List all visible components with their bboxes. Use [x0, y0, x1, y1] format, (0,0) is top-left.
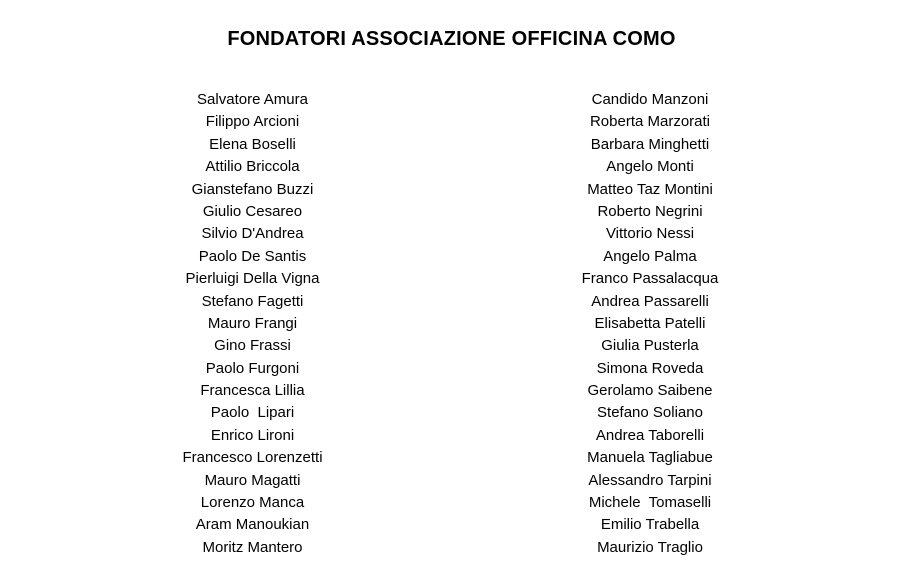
- founder-name: Francesca Lillia: [200, 382, 305, 400]
- founder-name: Giulio Cesareo: [202, 202, 303, 220]
- founders-list-left: [150, 89, 355, 559]
- founder-name: Paolo De Santis: [198, 247, 307, 265]
- founder-name: Emilio Trabella: [600, 516, 700, 534]
- founder-name: Vittorio Nessi: [605, 225, 695, 243]
- founder-name: Elena Boselli: [209, 135, 296, 153]
- founder-name: Attilio Briccola: [205, 158, 300, 176]
- founder-name: Roberta Marzorati: [589, 113, 711, 131]
- founder-name: Roberto Negrini: [597, 202, 703, 220]
- founder-name: Candido Manzoni: [591, 91, 709, 108]
- founder-name: Elisabetta Patelli: [594, 314, 706, 332]
- founder-name: Manuela Tagliabue: [587, 449, 713, 467]
- founder-name: Angelo Monti: [606, 158, 694, 176]
- page-title: FONDATORI ASSOCIAZIONE OFFICINA COMO: [227, 28, 676, 51]
- founder-name: Moritz Mantero: [202, 538, 303, 556]
- founder-name: Francesco Lorenzetti: [182, 449, 323, 467]
- founder-name: Matteo Taz Montini: [587, 180, 713, 198]
- founder-name: Mauro Frangi: [207, 314, 298, 332]
- founder-name: Paolo Furgoni: [205, 359, 300, 377]
- founder-name: Gino Frassi: [214, 337, 291, 355]
- founder-name: Aram Manoukian: [195, 516, 310, 534]
- founder-name: Alessandro Tarpini: [588, 471, 712, 489]
- founder-name: Pierluigi Della Vigna: [185, 270, 320, 288]
- founders-list-right: [545, 89, 755, 559]
- founder-name: Paolo Lipari: [210, 404, 295, 422]
- founder-name: Gerolamo Saibene: [587, 382, 713, 400]
- founder-name: Enrico Lironi: [210, 426, 295, 444]
- founder-name: Mauro Magatti: [204, 471, 301, 489]
- founder-name: Salvatore Amura: [197, 91, 308, 108]
- founder-name: Stefano Soliano: [597, 404, 703, 422]
- founder-name: Filippo Arcioni: [205, 113, 300, 131]
- founder-name: Maurizio Traglio: [597, 538, 703, 556]
- founder-name: Silvio D'Andrea: [201, 225, 304, 243]
- founder-name: Barbara Minghetti: [590, 135, 710, 153]
- founder-name: Angelo Palma: [603, 247, 697, 265]
- founder-name: Lorenzo Manca: [200, 494, 305, 512]
- founder-name: Michele Tomaselli: [588, 494, 712, 512]
- founder-name: Stefano Fagetti: [201, 292, 304, 310]
- founder-name: Giulia Pusterla: [601, 337, 699, 355]
- founder-name: Gianstefano Buzzi: [191, 180, 314, 198]
- founder-name: Andrea Passarelli: [591, 292, 709, 310]
- founder-name: Andrea Taborelli: [595, 426, 705, 444]
- founder-name: Simona Roveda: [596, 359, 704, 377]
- founder-name: Franco Passalacqua: [581, 270, 719, 288]
